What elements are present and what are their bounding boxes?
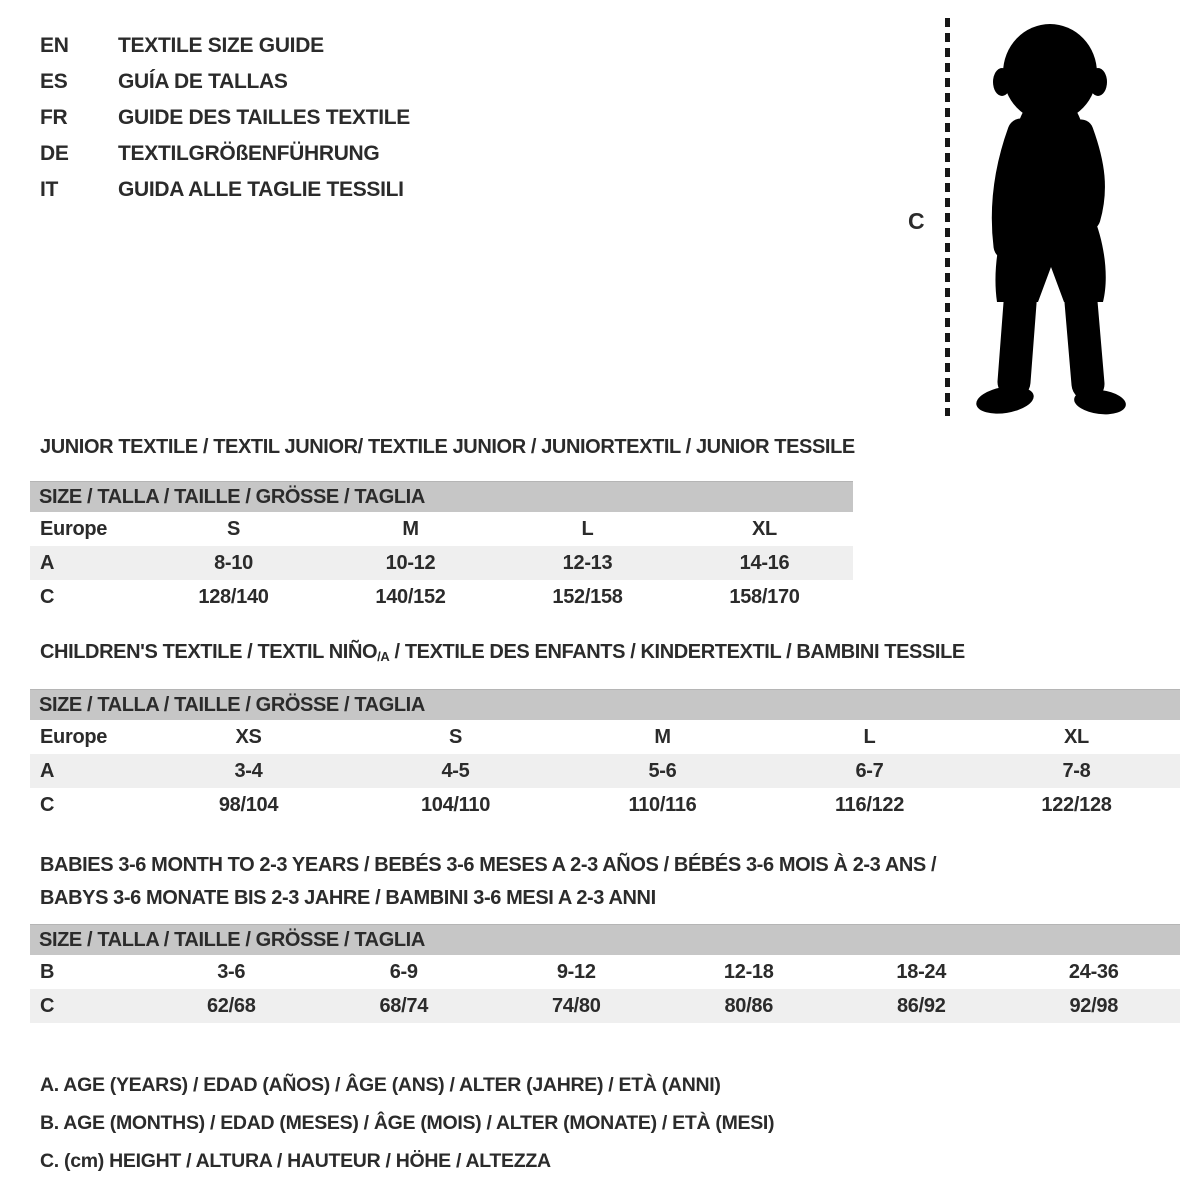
row-label: C — [40, 793, 55, 816]
table-row-age — [30, 546, 853, 580]
language-title-list — [40, 28, 410, 208]
table-row-months — [30, 955, 1180, 989]
table-cell: 80/86 — [724, 994, 774, 1017]
language-code: EN — [40, 34, 69, 57]
size-table-header: SIZE / TALLA / TAILLE / GRÖSSE / TAGLIA — [30, 689, 1180, 720]
table-row-europe — [30, 512, 853, 546]
guide-title-fr: GUIDE DES TAILLES TEXTILE — [118, 106, 410, 129]
table-cell: 4-5 — [441, 759, 470, 782]
table-row-height — [30, 788, 1180, 822]
guide-title-en: TEXTILE SIZE GUIDE — [118, 34, 324, 57]
language-row — [40, 136, 410, 172]
table-cell: M — [402, 517, 419, 540]
language-row — [40, 28, 410, 64]
row-label: C — [40, 585, 55, 608]
language-code: FR — [40, 106, 68, 129]
children-section-title — [40, 641, 965, 664]
height-dashed-line — [945, 18, 950, 416]
children-title-sub: /A — [377, 649, 390, 664]
table-cell: 5-6 — [648, 759, 677, 782]
table-cell: XL — [1064, 725, 1089, 748]
row-label: A — [40, 759, 55, 782]
table-cell: S — [448, 725, 463, 748]
table-cell: 18-24 — [896, 960, 947, 983]
table-row-europe — [30, 720, 1180, 754]
table-cell: 6-9 — [389, 960, 418, 983]
table-cell: 14-16 — [739, 551, 790, 574]
language-row — [40, 100, 410, 136]
children-title-pre: CHILDREN'S TEXTILE / TEXTIL NIÑO — [40, 641, 378, 663]
babies-title-line2: BABYS 3-6 MONATE BIS 2-3 JAHRE / BAMBINI 3-6 MESI A 2-3 ANNI — [40, 887, 656, 909]
row-label: C — [40, 994, 55, 1017]
language-code: DE — [40, 142, 69, 165]
language-row — [40, 64, 410, 100]
table-cell: 140/152 — [375, 585, 446, 608]
junior-section-title: JUNIOR TEXTILE / TEXTIL JUNIOR/ TEXTILE JUNIOR / JUNIORTEXTIL / JUNIOR TESSILE — [40, 436, 855, 458]
children-title-post: / TEXTILE DES ENFANTS / KINDERTEXTIL / BAMBINI TESSILE — [389, 641, 965, 663]
legend-age-years: A. AGE (YEARS) / EDAD (AÑOS) / ÂGE (ANS) / ALTER (JAHRE) / ETÀ (ANNI) — [40, 1073, 721, 1096]
table-cell: 9-12 — [556, 960, 596, 983]
table-cell: 122/128 — [1041, 793, 1112, 816]
table-cell: 6-7 — [855, 759, 884, 782]
babies-title-line1: BABIES 3-6 MONTH TO 2-3 YEARS / BEBÉS 3-6 MESES A 2-3 AÑOS / BÉBÉS 3-6 MOIS À 2-3 ANS / — [40, 854, 937, 876]
legend-height-cm: C. (cm) HEIGHT / ALTURA / HAUTEUR / HÖHE / ALTEZZA — [40, 1149, 551, 1172]
table-cell: L — [863, 725, 876, 748]
children-size-table — [30, 689, 1180, 822]
table-cell: 8-10 — [214, 551, 253, 574]
row-label: B — [40, 960, 55, 983]
language-code: ES — [40, 70, 68, 93]
guide-title-it: GUIDA ALLE TAGLIE TESSILI — [118, 178, 404, 201]
table-row-age — [30, 754, 1180, 788]
table-cell: 68/74 — [379, 994, 429, 1017]
babies-size-table — [30, 924, 1180, 1023]
table-cell: 110/116 — [628, 793, 697, 816]
table-cell: 86/92 — [896, 994, 946, 1017]
row-label: Europe — [40, 517, 108, 540]
table-cell: XL — [752, 517, 777, 540]
table-cell: 7-8 — [1062, 759, 1091, 782]
table-row-height — [30, 989, 1180, 1023]
table-cell: 158/170 — [729, 585, 800, 608]
table-cell: 92/98 — [1069, 994, 1119, 1017]
table-cell: 62/68 — [206, 994, 256, 1017]
height-measure-label: C — [908, 208, 925, 234]
row-label: A — [40, 551, 55, 574]
table-row-height — [30, 580, 853, 614]
table-cell: 3-6 — [217, 960, 246, 983]
table-cell: 116/122 — [834, 793, 905, 816]
table-cell: L — [581, 517, 594, 540]
babies-section-title — [40, 849, 936, 915]
size-table-header: SIZE / TALLA / TAILLE / GRÖSSE / TAGLIA — [30, 924, 1180, 955]
table-cell: XS — [235, 725, 262, 748]
table-cell: 24-36 — [1068, 960, 1119, 983]
language-code: IT — [40, 178, 59, 201]
row-label: Europe — [40, 725, 108, 748]
guide-title-es: GUÍA DE TALLAS — [118, 70, 288, 93]
table-cell: 128/140 — [198, 585, 269, 608]
junior-size-table — [30, 481, 853, 614]
table-cell: 152/158 — [552, 585, 623, 608]
legend-age-months: B. AGE (MONTHS) / EDAD (MESES) / ÂGE (MOIS) / ALTER (MONATE) / ETÀ (MESI) — [40, 1111, 775, 1134]
table-cell: S — [226, 517, 241, 540]
toddler-silhouette-icon — [963, 20, 1141, 418]
table-cell: 104/110 — [420, 793, 491, 816]
table-cell: M — [654, 725, 671, 748]
table-cell: 12-18 — [723, 960, 774, 983]
measurement-legend — [40, 1066, 774, 1180]
guide-title-de: TEXTILGRÖßENFÜHRUNG — [118, 142, 380, 165]
table-cell: 3-4 — [234, 759, 263, 782]
table-cell: 98/104 — [218, 793, 279, 816]
language-row — [40, 172, 410, 208]
table-cell: 10-12 — [385, 551, 436, 574]
size-table-header: SIZE / TALLA / TAILLE / GRÖSSE / TAGLIA — [30, 481, 853, 512]
table-cell: 74/80 — [551, 994, 601, 1017]
table-cell: 12-13 — [562, 551, 613, 574]
